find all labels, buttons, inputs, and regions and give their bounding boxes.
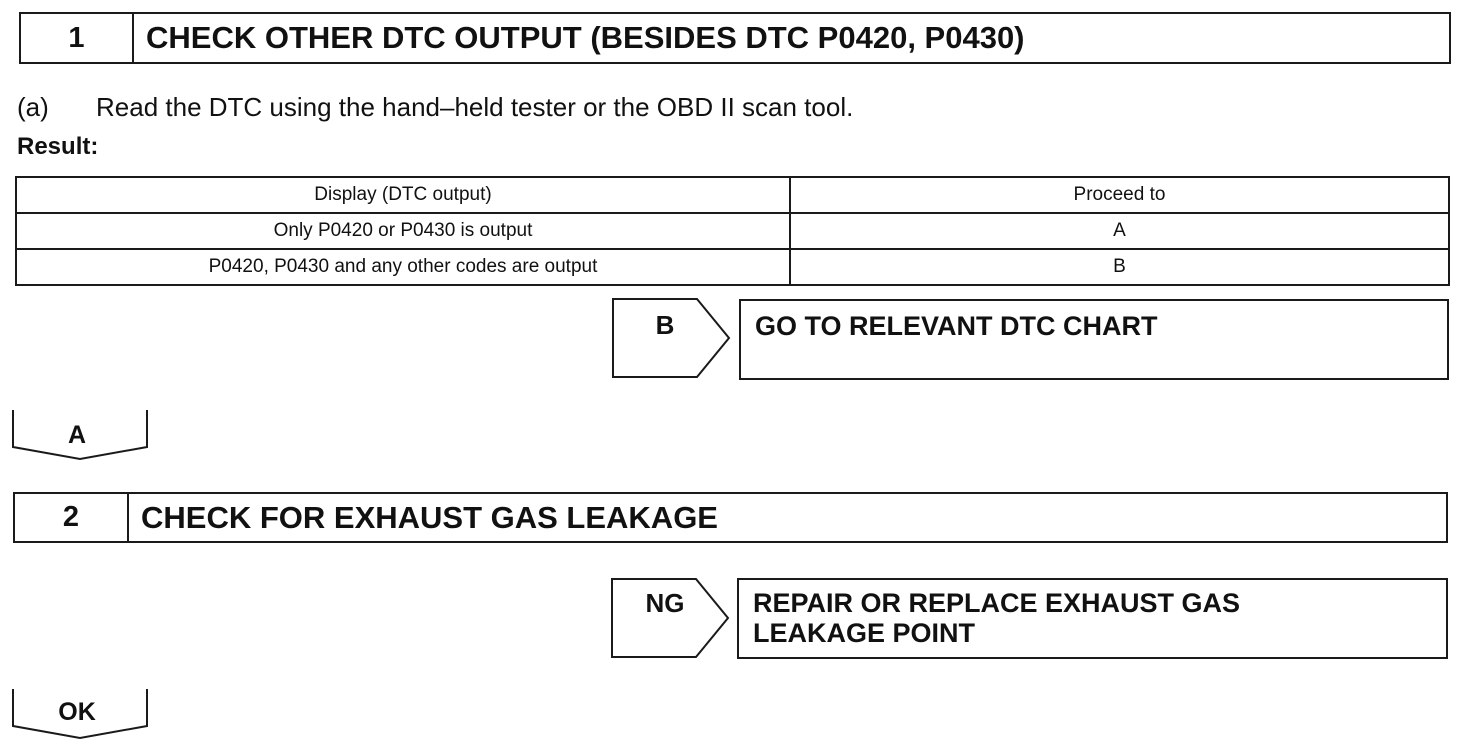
- table-cell-proceed: B: [790, 249, 1449, 285]
- instruction-text: Read the DTC using the hand–held tester or the OBD II scan tool.: [96, 92, 854, 122]
- result-table: [15, 176, 1450, 286]
- table-row: [16, 249, 1449, 285]
- step-1-number: 1: [21, 14, 134, 62]
- result-label: Result:: [17, 133, 99, 160]
- table-header-row: [16, 177, 1449, 213]
- step-2-title: CHECK FOR EXHAUST GAS LEAKAGE: [141, 499, 718, 535]
- continue-a-label: A: [67, 421, 87, 449]
- instruction-marker: (a): [17, 92, 49, 122]
- table-header-display: Display (DTC output): [16, 177, 790, 213]
- branch-ng-label: NG: [645, 588, 685, 618]
- branch-ng-action: [737, 578, 1448, 659]
- branch-b-label: B: [655, 310, 675, 340]
- table-cell-proceed: A: [790, 213, 1449, 249]
- table-cell-display: P0420, P0430 and any other codes are output: [16, 249, 790, 285]
- step-1-title: CHECK OTHER DTC OUTPUT (BESIDES DTC P0420, P0430): [146, 20, 1025, 55]
- table-cell-display: Only P0420 or P0430 is output: [16, 213, 790, 249]
- continue-ok-label: OK: [58, 698, 96, 726]
- branch-b-action: GO TO RELEVANT DTC CHART: [739, 299, 1449, 380]
- table-row: [16, 213, 1449, 249]
- branch-ng-action-line2: LEAKAGE POINT: [753, 618, 976, 648]
- branch-ng-action-line1: REPAIR OR REPLACE EXHAUST GAS: [753, 588, 1241, 618]
- step-2-header: [13, 492, 1448, 543]
- table-header-proceed: Proceed to: [790, 177, 1449, 213]
- step-2-number: 2: [15, 494, 129, 541]
- step-1-header: [19, 12, 1451, 64]
